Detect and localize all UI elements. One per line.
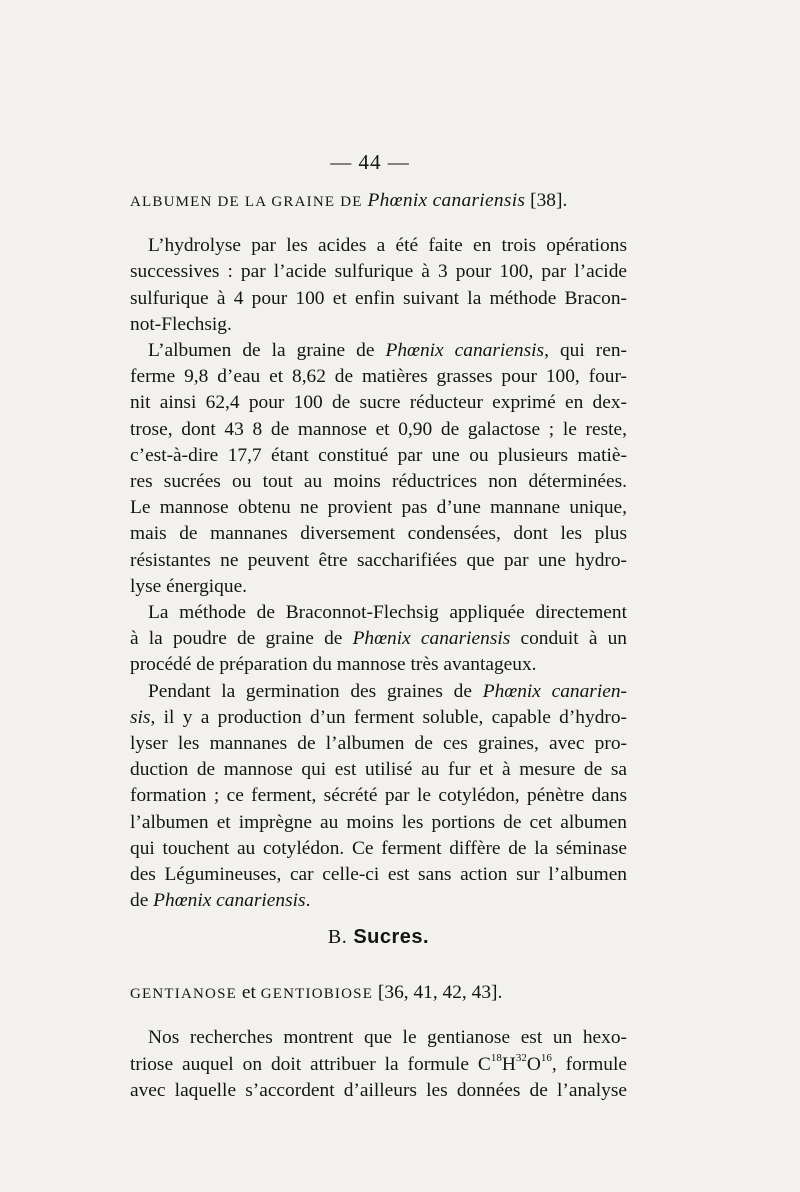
section-sucres [130, 924, 627, 1104]
text-run: à la poudre de graine de [130, 628, 353, 650]
text-line: L’hydrolyse par les acides a été faite en trois opérations [148, 235, 627, 257]
paragraph-gentianose [130, 1025, 627, 1104]
text-line: trose, dont 43 8 de mannose et 0,90 de galactose ; le reste, [130, 418, 627, 440]
heading-species: Phœnix canariensis [367, 190, 526, 211]
text-line: l’albumen et imprègne au moins les portions de cet albumen [130, 811, 627, 833]
text-line: résistantes ne peuvent être saccharifiées que par une hydro- [130, 549, 627, 571]
text-line: nit ainsi 62,4 pour 100 de sucre réducteur exprimé en dex- [130, 392, 627, 414]
text-line: Nos recherches montrent que le gentianose est un hexo- [148, 1027, 627, 1049]
species-name: Phœnix canarien- [482, 680, 627, 702]
text-line: formation ; ce ferment, sécrété par le cotylédon, pénètre dans [130, 785, 627, 807]
section-letter: B. [327, 926, 348, 948]
text-line: procédé de préparation du mannose très avantageux. [130, 654, 537, 676]
text-line: qui touchent au cotylédon. Ce ferment diffère de la séminase [130, 837, 627, 859]
sub-heading-reference: [36, 41, 42, 43]. [373, 982, 503, 1004]
text-line: sulfurique à 4 pour 100 et enfin suivant la méthode Bracon- [130, 287, 627, 309]
text-line: not-Flechsig. [130, 313, 232, 335]
species-name: sis [130, 706, 151, 728]
text-run: L’albumen de la graine de [148, 340, 386, 362]
page-number: — 44 — [330, 150, 410, 174]
text-line: mais de mannanes diversement condensées, dont les plus [130, 523, 627, 545]
text-line: successives : par l’acide sulfurique à 3 pour 100, par l’acide [130, 261, 627, 283]
text-run: , formule [551, 1053, 628, 1075]
formula-subscript: 16 [540, 1052, 552, 1065]
formula-subscript: 18 [490, 1052, 502, 1065]
text-run: triose auquel on doit attribuer la formule C [130, 1053, 491, 1075]
paragraph-germination [130, 679, 627, 915]
species-name: Phœnix canariensis [153, 890, 306, 912]
text-line [130, 679, 627, 705]
heading-reference: [38]. [530, 190, 568, 211]
section-title-sucres [130, 924, 627, 950]
text-run: . [305, 890, 311, 912]
sub-heading-term: GENTIANOSE [130, 986, 237, 1003]
formula-subscript: 32 [515, 1052, 527, 1065]
formula-element: H [501, 1053, 516, 1075]
text-line [130, 626, 627, 652]
sub-heading-term: GENTIOBIOSE [260, 986, 374, 1003]
text-line: des Légumineuses, car celle-ci est sans action sur l’albumen [130, 864, 627, 886]
paragraph-albumen-composition [130, 338, 627, 600]
formula-element: O [526, 1053, 541, 1075]
text-line: c’est-à-dire 17,7 étant constitué par une ou plusieurs matiè- [130, 444, 627, 466]
species-name: Phœnix canariensis [385, 340, 545, 362]
text-line [130, 1052, 627, 1078]
text-line [130, 338, 627, 364]
text-line: La méthode de Braconnot-Flechsig appliquée directement [148, 602, 627, 624]
paragraph-braconnot-method [130, 600, 627, 679]
text-run: , qui ren- [544, 340, 627, 362]
section-title-text: Sucres. [353, 926, 430, 948]
text-line: lyser les mannanes de l’albumen de ces graines, avec pro- [130, 733, 627, 755]
text-line: avec laquelle s’accordent d’ailleurs les données de l’analyse [130, 1079, 627, 1101]
species-name: Phœnix canariensis [352, 628, 511, 650]
text-line [130, 705, 627, 731]
text-line: duction de mannose qui est utilisé au fur et à mesure de sa [130, 759, 627, 781]
text-line [130, 888, 627, 914]
text-run: de [130, 890, 154, 912]
text-line: ferme 9,8 d’eau et 8,62 de matières grasses pour 100, four- [130, 366, 627, 388]
text-line: lyse énergique. [130, 575, 248, 597]
text-line: res sucrées ou tout au moins réductrices non déterminées. [130, 471, 627, 493]
sub-heading-gentianose [130, 980, 627, 1007]
paragraph-hydrolysis [130, 233, 627, 338]
text-line: Le mannose obtenu ne provient pas d’une mannane unique, [130, 497, 627, 519]
section-heading-albumen [130, 188, 627, 215]
text-run: Pendant la germination des graines de [148, 680, 483, 702]
heading-small-caps: ALBUMEN DE LA GRAINE DE [130, 194, 363, 210]
sub-heading-and: et [237, 982, 261, 1004]
text-run: , il y a production d’un ferment soluble, capable d’hydro- [150, 706, 627, 728]
section-albumen [130, 188, 627, 914]
text-run: conduit à un [510, 628, 627, 650]
